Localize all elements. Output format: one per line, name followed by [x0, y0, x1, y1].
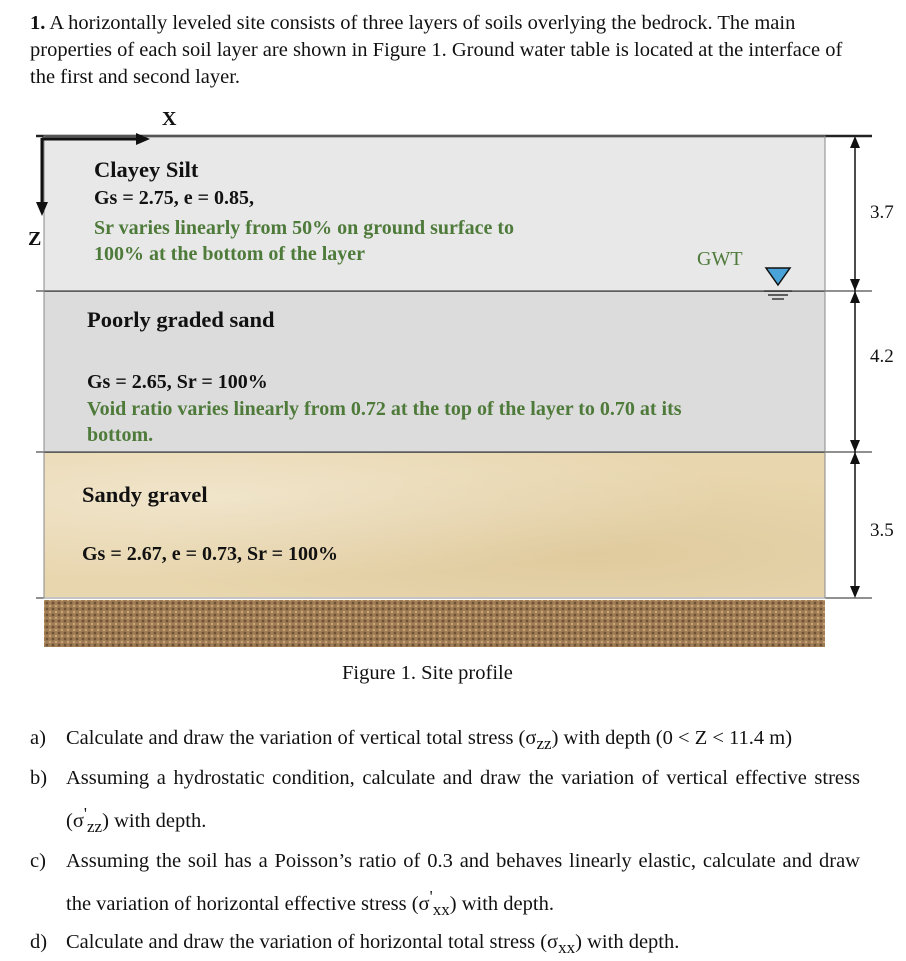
layer2-name: Poorly graded sand — [87, 307, 275, 332]
thickness-label-layer2: 4.2 — [870, 346, 894, 367]
thickness-label-layer3: 3.5 — [870, 520, 894, 541]
figure-caption: Figure 1. Site profile — [342, 662, 513, 684]
layer1-note-line1: Sr varies linearly from 50% on ground surface to — [94, 217, 514, 239]
question-label: b) — [30, 767, 48, 790]
layer2-note-line2: bottom. — [87, 424, 154, 446]
question-label: d) — [30, 930, 48, 953]
layer2-props: Gs = 2.65, Sr = 100% — [87, 371, 268, 393]
problem-text: A horizontally leveled site consists of three layers of soils overlying the bedrock. The main properties of each soil layer are shown in Figure 1. Ground water table is located at the interface of the first and second layer. — [30, 12, 843, 88]
layer1-props: Gs = 2.75, e = 0.85, — [94, 187, 255, 209]
question-list — [30, 725, 860, 961]
problem-number: 1. — [30, 12, 46, 34]
layer3-name: Sandy gravel — [82, 482, 208, 507]
question-label: a) — [30, 727, 46, 749]
layer1-note-line2: 100% at the bottom of the layer — [94, 243, 366, 265]
question-d: d) Calculate and draw the variation of horizontal total stress $(\sigma_{xx})$ with depth. — [30, 930, 680, 958]
gwt-label: GWT — [697, 248, 743, 270]
question-label: c) — [30, 850, 46, 873]
question-a: a) Calculate and draw the variation of vertical total stress $(\sigma_{zz})$ with depth (0 < Z < 11.4 m) — [30, 727, 793, 754]
z-axis-label: Z — [28, 228, 42, 250]
x-axis-label: X — [162, 108, 177, 130]
question-c: c) Assuming the soil has a Poisson’s ratio of 0.3 and behaves linearly elastic, calculate and draw the variation of horizontal effective stress $(\sigma'_{xx})$ with depth. — [30, 844, 860, 927]
z-axis-arrowhead — [36, 202, 48, 216]
gwt-triangle-icon — [766, 268, 790, 285]
layer2-note-line1: Void ratio varies linearly from 0.72 at the top of the layer to 0.70 at its — [87, 398, 682, 420]
question-b: b) Assuming a hydrostatic condition, calculate and draw the variation of vertical effective stress $(\sigma'_{zz})$ with depth. — [30, 761, 860, 844]
layer1-name: Clayey Silt — [94, 157, 199, 182]
thickness-label-layer1: 3.7 — [870, 202, 894, 223]
layer3-props: Gs = 2.67, e = 0.73, Sr = 100% — [82, 543, 339, 565]
